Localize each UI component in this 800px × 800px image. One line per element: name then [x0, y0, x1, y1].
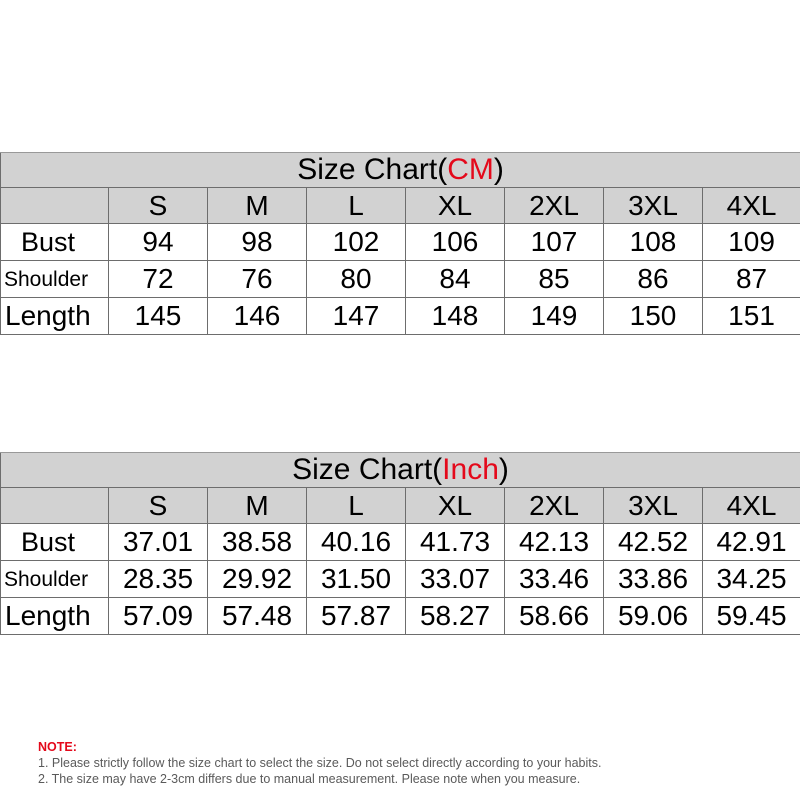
table-cell: 38.58 — [208, 524, 307, 561]
size-chart-inch — [0, 452, 800, 635]
table-cell: 58.66 — [505, 598, 604, 635]
size-header: L — [307, 488, 406, 524]
table-cell: 98 — [208, 224, 307, 261]
size-header: 3XL — [604, 488, 703, 524]
chart-title-suffix: ) — [493, 153, 504, 186]
table-cell: 84 — [406, 261, 505, 298]
table-cell: 42.52 — [604, 524, 703, 561]
table-cell: 57.87 — [307, 598, 406, 635]
chart-title-prefix: Size Chart( — [297, 153, 448, 186]
table-cell: 33.07 — [406, 561, 505, 598]
chart-unit: CM — [447, 153, 494, 186]
table-cell: 40.16 — [307, 524, 406, 561]
table-cell: 85 — [505, 261, 604, 298]
row-label: Shoulder — [1, 561, 109, 598]
table-row — [1, 598, 800, 635]
row-label: Length — [1, 598, 109, 635]
table-cell: 107 — [505, 224, 604, 261]
table-cell: 41.73 — [406, 524, 505, 561]
row-label: Shoulder — [1, 261, 109, 298]
table-cell: 33.46 — [505, 561, 604, 598]
size-header: S — [109, 488, 208, 524]
size-header: 4XL — [703, 488, 800, 524]
table-cell: 42.91 — [703, 524, 800, 561]
chart-title-prefix: Size Chart( — [292, 453, 443, 486]
size-header: M — [208, 488, 307, 524]
table-cell: 94 — [109, 224, 208, 261]
row-label: Bust — [1, 524, 109, 561]
table-cell: 58.27 — [406, 598, 505, 635]
table-row — [1, 524, 800, 561]
size-header: S — [109, 188, 208, 224]
table-cell: 108 — [604, 224, 703, 261]
row-label: Length — [1, 298, 109, 335]
chart-title — [1, 153, 800, 188]
table-cell: 80 — [307, 261, 406, 298]
table-cell: 106 — [406, 224, 505, 261]
size-header: XL — [406, 488, 505, 524]
table-cell: 57.48 — [208, 598, 307, 635]
row-label: Bust — [1, 224, 109, 261]
table-cell: 31.50 — [307, 561, 406, 598]
chart-title — [1, 453, 800, 488]
table-cell: 150 — [604, 298, 703, 335]
table-cell: 57.09 — [109, 598, 208, 635]
corner-cell — [1, 488, 109, 524]
table-cell: 29.92 — [208, 561, 307, 598]
table-cell: 147 — [307, 298, 406, 335]
table-cell: 102 — [307, 224, 406, 261]
table-cell: 146 — [208, 298, 307, 335]
chart-unit: Inch — [442, 453, 499, 486]
size-header-row — [1, 488, 800, 524]
size-header: XL — [406, 188, 505, 224]
table-cell: 42.13 — [505, 524, 604, 561]
size-header: 2XL — [505, 488, 604, 524]
table-cell: 37.01 — [109, 524, 208, 561]
table-cell: 33.86 — [604, 561, 703, 598]
size-header-row — [1, 188, 800, 224]
table-cell: 59.06 — [604, 598, 703, 635]
table-cell: 149 — [505, 298, 604, 335]
table-cell: 151 — [703, 298, 800, 335]
chart-title-suffix: ) — [498, 453, 509, 486]
note-line: 1. Please strictly follow the size chart to select the size. Do not select directly according to your habits. — [38, 756, 602, 770]
size-chart-cm — [0, 152, 800, 335]
table-cell: 76 — [208, 261, 307, 298]
table-cell: 145 — [109, 298, 208, 335]
note-heading: NOTE: — [38, 740, 77, 754]
size-header: L — [307, 188, 406, 224]
table-cell: 28.35 — [109, 561, 208, 598]
table-row — [1, 224, 800, 261]
table-row — [1, 261, 800, 298]
table-row — [1, 298, 800, 335]
size-header: 4XL — [703, 188, 800, 224]
table-cell: 59.45 — [703, 598, 800, 635]
note-line: 2. The size may have 2-3cm differs due to manual measurement. Please note when you measure. — [38, 772, 581, 786]
table-cell: 86 — [604, 261, 703, 298]
size-header: 3XL — [604, 188, 703, 224]
corner-cell — [1, 188, 109, 224]
table-cell: 72 — [109, 261, 208, 298]
size-header: 2XL — [505, 188, 604, 224]
table-cell: 109 — [703, 224, 800, 261]
table-row — [1, 561, 800, 598]
table-cell: 34.25 — [703, 561, 800, 598]
size-header: M — [208, 188, 307, 224]
table-cell: 87 — [703, 261, 800, 298]
note-block — [38, 739, 788, 787]
table-cell: 148 — [406, 298, 505, 335]
